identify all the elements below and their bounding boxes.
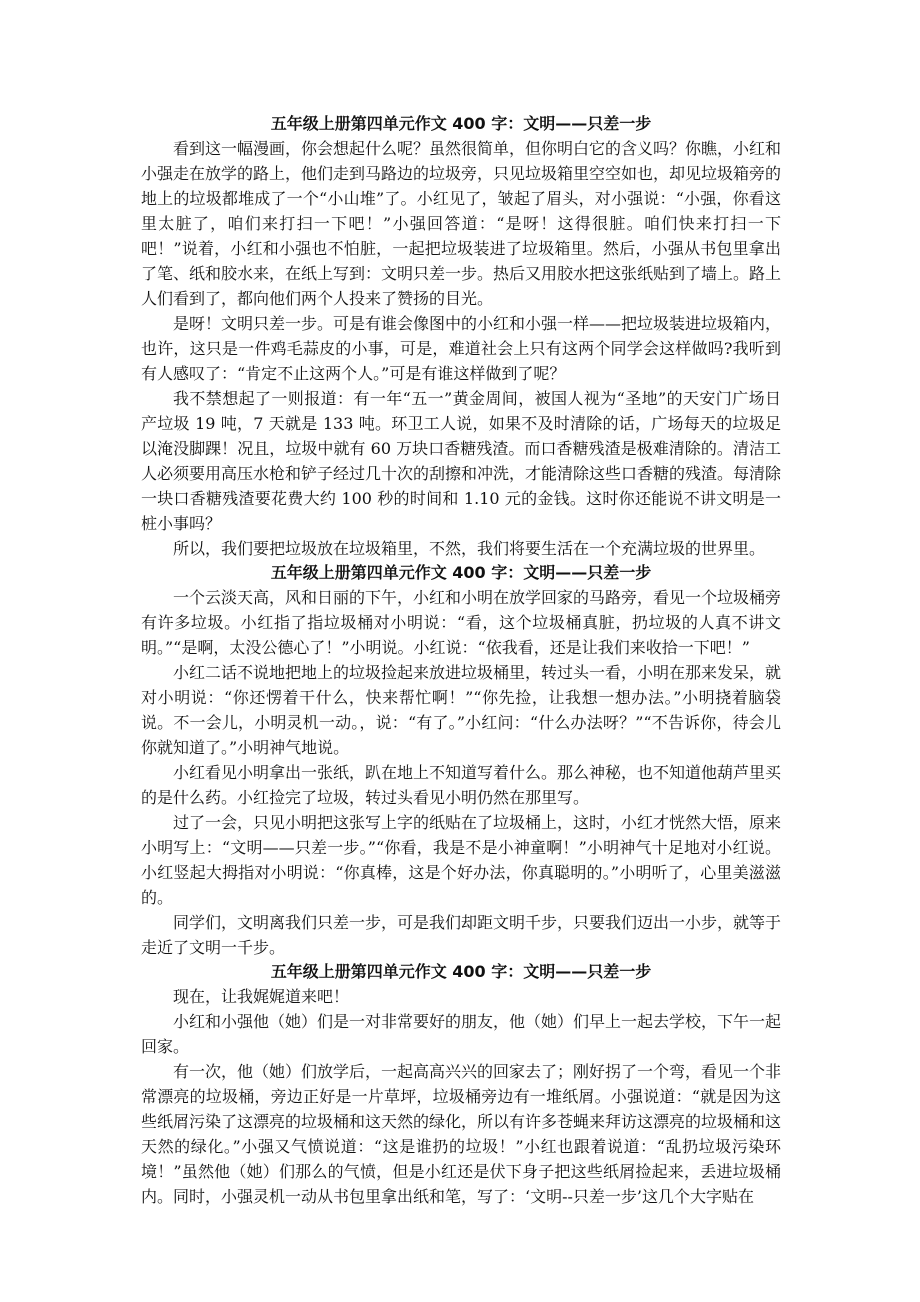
essay-paragraph: 一个云淡天高，风和日丽的下午，小红和小明在放学回家的马路旁，看见一个垃圾桶旁有许多垃圾。小红指了指垃圾桶对小明说：“看，这个垃圾桶真脏，扔垃圾的人真不讲文明。”“是啊，太没公德心了！”小明说。小红说：“依我看，还是让我们来收拾一下吧！” [141,588,782,657]
essay-title: 五年级上册第四单元作文 400 字：文明——只差一步 [270,962,652,981]
essay-paragraph: 所以，我们要把垃圾放在垃圾箱里，不然，我们将要生活在一个充满垃圾的世界里。 [173,539,766,558]
essay-paragraph: 同学们，文明离我们只差一步，可是我们却距文明千步，只要我们迈出一小步，就等于走近了文明一千步。 [141,913,782,957]
essay-paragraph: 有一次，他（她）们放学后，一起高高兴兴的回家去了；刚好拐了一个弯，看见一个非常漂亮的垃圾桶，旁边正好是一片草坪，垃圾桶旁边有一堆纸屑。小强说道：“就是因为这些纸屑污染了这漂亮的垃圾桶和这天然的绿化，所以有许多苍蝇来拜访这漂亮的垃圾桶和这天然的绿化。”小强又气愤说道：“这是谁扔的垃圾！”小红也跟着说道：“乱扔垃圾污染环境！”虽然他（她）们那么的气愤，但是小红还是伏下身子把这些纸屑捡起来，丢进垃圾桶内。同时，小强灵机一动从书包里拿出纸和笔，写了：‘文明--只差一步’这几个大字贴在 [141,1062,782,1206]
essay-paragraph: 我不禁想起了一则报道：有一年“五一”黄金周间，被国人视为“圣地”的天安门广场日产垃圾 19 吨，7 天就是 133 吨。环卫工人说，如果不及时清除的话，广场每天的垃圾足以淹没脚踝！况且，垃圾中就有 60 万块口香糖残渣。而口香糖残渣是极难清除的。清洁工人必须要用高压水枪和铲子经过几十次的刮擦和冲洗，才能清除这些口香糖的残渣。每清除一块口香糖残渣要花费大约 100 秒的时间和 1.10 元的金钱。这时你还能说不讲文明是一桩小事吗？ [141,389,782,533]
essay-section [141,561,781,960]
essay-paragraph: 过了一会，只见小明把这张写上字的纸贴在了垃圾桶上，这时，小红才恍然大悟，原来小明写上：“文明——只差一步。”“你看，我是不是小神童啊！”小明神气十足地对小红说。小红竖起大拇指对小明说：“你真棒，这是个好办法，你真聪明的。”小明听了，心里美滋滋的。 [141,813,782,907]
essay-title: 五年级上册第四单元作文 400 字：文明——只差一步 [270,114,652,133]
essay-paragraph: 是呀！文明只差一步。可是有谁会像图中的小红和小强一样——把垃圾装进垃圾箱内，也许，这只是一件鸡毛蒜皮的小事，可是，难道社会上只有这两个同学会这样做吗?我听到有人感叹了：“肯定不止这两个人。”可是有谁这样做到了呢？ [141,314,782,383]
document-page [141,112,781,1209]
essay-title: 五年级上册第四单元作文 400 字：文明——只差一步 [270,563,652,582]
essay-paragraph: 小红看见小明拿出一张纸，趴在地上不知道写着什么。那么神秘，也不知道他葫芦里买的是什么药。小红捡完了垃圾，转过头看见小明仍然在那里写。 [141,763,782,807]
essay-paragraph: 小红和小强他（她）们是一对非常要好的朋友，他（她）们早上一起去学校，下午一起回家。 [141,1012,782,1056]
essay-paragraph: 现在，让我娓娓道来吧！ [173,987,350,1006]
essay-section [141,112,781,561]
essay-paragraph: 看到这一幅漫画，你会想起什么呢？虽然很简单，但你明白它的含义吗？你瞧，小红和小强走在放学的路上，他们走到马路边的垃圾旁，只见垃圾箱里空空如也，却见垃圾箱旁的地上的垃圾都堆成了一个“小山堆”了。小红见了，皱起了眉头，对小强说：“小强，你看这里太脏了，咱们来打扫一下吧！”小强回答道：“是呀！这得很脏。咱们快来打扫一下吧！”说着，小红和小强也不怕脏，一起把垃圾装进了垃圾箱里。然后，小强从书包里拿出了笔、纸和胶水来，在纸上写到：文明只差一步。热后又用胶水把这张纸贴到了墙上。路上人们看到了，都向他们两个人投来了赞扬的目光。 [141,139,782,308]
essay-section [141,960,781,1209]
essay-paragraph: 小红二话不说地把地上的垃圾捡起来放进垃圾桶里，转过头一看，小明在那来发呆，就对小明说：“你还愣着干什么，快来帮忙啊！”“你先捡，让我想一想办法。”小明挠着脑袋说。不一会儿，小明灵机一动。，说：“有了。”小红问：“什么办法呀？”“不告诉你，待会儿你就知道了。”小明神气地说。 [141,663,782,757]
